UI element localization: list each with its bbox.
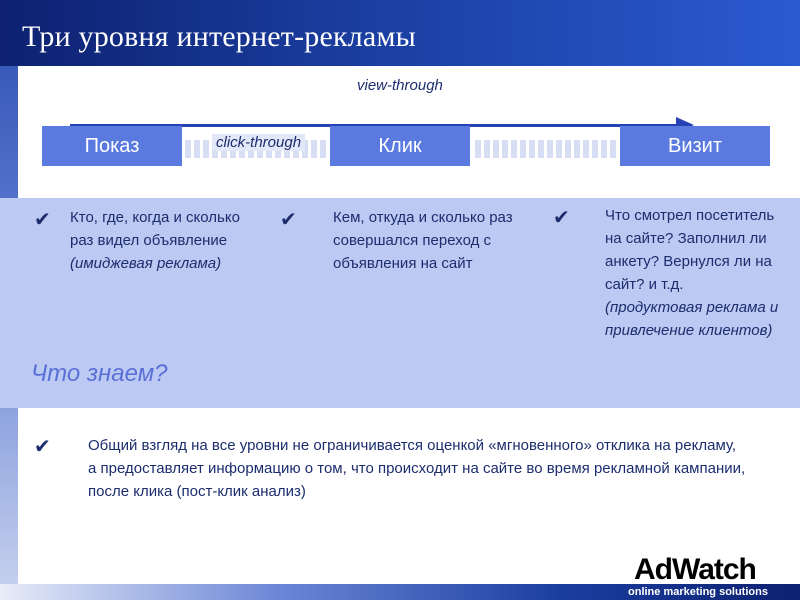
column-show-italic: (имиджевая реклама) [70,255,222,272]
stage-click: Клик [330,126,470,166]
column-click-text [333,206,513,275]
column-click-main: Кем, откуда и сколько раз совершался переход с объявления на сайт [333,209,513,272]
stage-visit: Визит [620,126,770,166]
column-show-main: Кто, где, когда и сколько раз видел объявление [70,209,240,249]
dashed-connector-2 [475,140,617,158]
column-visit-text [605,204,780,342]
view-through-label: view-through [357,77,443,94]
column-visit-main: Что смотрел посетитель на сайте? Заполнил ли анкету? Вернулся ли на сайт? и т.д. [605,207,775,293]
check-icon: ✔ [34,436,51,458]
column-show-text [70,206,255,275]
what-we-know-label: Что знаем? [31,360,168,387]
click-through-label: click-through [212,134,305,151]
adwatch-logo: AdWatch [634,553,756,586]
summary-text: Общий взгляд на все уровни не ограничивается оценкой «мгновенного» отклика на рекламу, а предоставляет информацию о том, что происходит на сайте во время рекламной кампании, после клика (пост-клик анализ) [88,437,746,500]
logo-tagline: online marketing solutions [628,586,768,598]
column-visit-italic: (продуктовая реклама и привлечение клиентов) [605,299,779,339]
stage-show: Показ [42,126,182,166]
check-icon: ✔ [34,209,51,231]
page-title: Три уровня интернет-рекламы [22,20,416,53]
check-icon: ✔ [280,209,297,231]
check-icon: ✔ [553,207,570,229]
